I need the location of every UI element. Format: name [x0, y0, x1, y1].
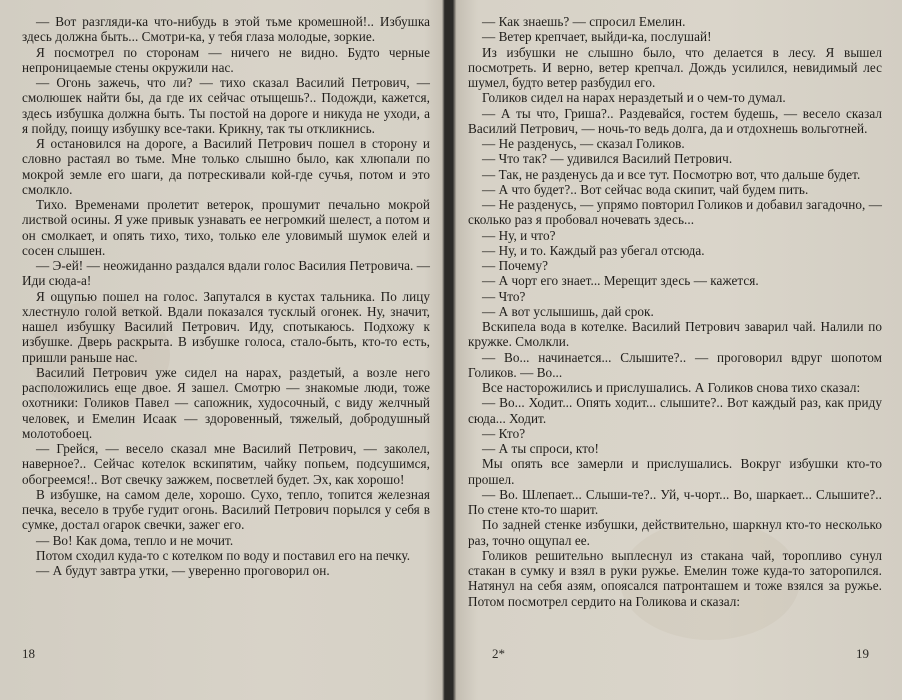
paragraph: — Что? [482, 288, 526, 304]
paragraph: — А ты что, Гриша?.. Раздевайся, гостем будешь, — весело сказал Василий Петрович, — ночь-то ведь долга, да и отдохнешь вольготней. [468, 105, 882, 136]
paragraph: — Ну, и то. Каждый раз убегал отсюда. [482, 242, 705, 258]
paragraph: Потом сходил куда-то с котелком по воду и поставил его на печку. [36, 547, 411, 563]
paragraph: Голиков решительно выплеснул из стакана чай, торопливо сунул стакан в сумку и взял в руки ружье. Емелин тоже куда-то заторопился. Натянул на себя азям, опоясался патронташем и тоже взялся за ружье. Потом посмотрел сердито на Голикова и сказал: [468, 547, 882, 609]
paragraph: Голиков сидел на нарах нераздетый и о чем-то думал. [482, 90, 786, 106]
paragraph: Я ощупью пошел на голос. Запутался в кустах тальника. По лицу хлестнуло голой веткой. Вдали показался тусклый огонек. Ну, значит, нашел избушку Василий Петрович. Иду, спотыкаюсь. Подхожу к избушке. Дверь раскрыта. В избушке голоса, стало-быть, кто-то есть, пришли раньше нас. [22, 288, 430, 365]
left-page-text [22, 14, 430, 578]
paragraph: — Не разденусь, — сказал Голиков. [482, 136, 685, 151]
paragraph: — А ты спроси, кто! [482, 441, 599, 456]
paragraph: — Ну, и что? [482, 227, 556, 243]
paragraph: — Не разденусь, — упрямо повторил Голиков и добавил загадочно, — сколько раз я пробовал ночевать здесь... [468, 197, 882, 228]
paragraph: Тихо. Временами пролетит ветерок, прошумит печально мокрой листвой осины. Я уже привык узнавать ее негромкий шелест, а потом и он смолкает, и опять тихо, тихо, только еле уловимый шумок елей и сосен слышен. [22, 197, 430, 258]
paragraph: Я остановился на дороге, а Василий Петрович пошел в сторону и словно растаял во тьме. Мне только слышно было, как хлюпали по мокрой земле его шаги, да потрескивали кой-где сучья, потом и это смолкло. [22, 136, 430, 197]
paragraph: — Во... начинается... Слышите?.. — проговорил вдруг шопотом Голиков. — Во... [468, 349, 882, 380]
right-page-text [468, 14, 882, 609]
paragraph: По задней стенке избушки, действительно, шаркнул кто-то несколько раз, точно ощупал ее. [468, 517, 882, 548]
paragraph: Василий Петрович уже сидел на нарах, раздетый, а возле него расположились еще двое. Я зашел. Смотрю — знакомые люди, тоже охотники: Голиков Павел — сапожник, худосочный, с виду желчный человек, и Емелин Исаак — здоровенный, тяжелый, добродушный молотобоец. [22, 364, 430, 441]
paragraph: — Во! Как дома, тепло и не мочит. [36, 532, 234, 548]
paragraph: — Что так? — удивился Василий Петрович. [482, 151, 733, 167]
paragraph: Я посмотрел по сторонам — ничего не видно. Будто черные непроницаемые стены окружили нас. [22, 44, 430, 75]
paragraph: — А чорт его знает... Мерещит здесь — кажется. [482, 273, 759, 289]
paragraph: Мы опять все замерли и прислушались. Вокруг избушки кто-то прошел. [468, 456, 882, 487]
paragraph: — Ветер крепчает, выйди-ка, послушай! [482, 29, 712, 45]
paragraph: — Вот разгляди-ка что-нибудь в этой тьме кромешной!.. Избушка здесь должна быть... Смотри-ка, у тебя глаза молодые, зоркие. [22, 14, 430, 45]
paragraph: — Кто? [482, 425, 526, 441]
paragraph: — А что будет?.. Вот сейчас вода скипит, чай будем пить. [482, 181, 809, 197]
paragraph: — Во. Шлепает... Слыши-те?.. Уй, ч-чорт... Во, шаркает... Слышите?.. По стене кто-то шарит. [468, 486, 882, 517]
paragraph: В избушке, на самом деле, хорошо. Сухо, тепло, топится железная печка, весело в трубе гудит огонь. Василий Петрович порылся у себя в сумке, достал огарок свечки, зажег его. [22, 486, 430, 533]
right-page-number: 19 [856, 646, 869, 661]
left-page-number: 18 [22, 646, 35, 661]
paragraph: — Как знаешь? — спросил Емелин. [482, 14, 686, 29]
paragraph: — А будут завтра утки, — уверенно проговорил он. [36, 563, 330, 578]
paragraph: Вскипела вода в котелке. Василий Петрович заварил чай. Налили по кружке. Смолкли. [468, 319, 882, 350]
paragraph: — Огонь зажечь, что ли? — тихо сказал Василий Петрович, — смолюшек найти бы, да где их сейчас отыщешь?.. Подожди, кажется, здесь избушка должна быть. Ты постой на дороге и никуда не уходи, а я пойду, поищу избушку все-таки. Крикну, так ты откликнись. [22, 75, 430, 136]
paragraph: — Так, не разденусь да и все тут. Посмотрю вот, что дальше будет. [482, 166, 861, 182]
paragraph: — Во... Ходит... Опять ходит... слышите?.. Вот каждый раз, как приду сюда... Ходит. [468, 395, 882, 426]
paragraph: — Э-ей! — неожиданно раздался вдали голос Василия Петровича. — Иди сюда-а! [22, 258, 430, 289]
paragraph: — Грейся, — весело сказал мне Василий Петрович, — заколел, наверное?.. Сейчас котелок вскипятим, чайку попьем, подсушимся, обогреемся!.. Вот свечку зажжем, посветлей будет. Эх, как хорошо! [22, 441, 430, 487]
paragraph: Все насторожились и прислушались. А Голиков снова тихо сказал: [482, 380, 861, 395]
signature-mark: 2* [492, 646, 505, 661]
paragraph: Из избушки не слышно было, что делается в лесу. Я вышел посмотреть. И верно, ветер крепчал. Дождь усилился, невидимый лес шумел, будто ветер разбудил его. [468, 44, 882, 90]
paragraph: — А вот услышишь, дай срок. [482, 303, 654, 319]
paragraph: — Почему? [482, 258, 548, 273]
